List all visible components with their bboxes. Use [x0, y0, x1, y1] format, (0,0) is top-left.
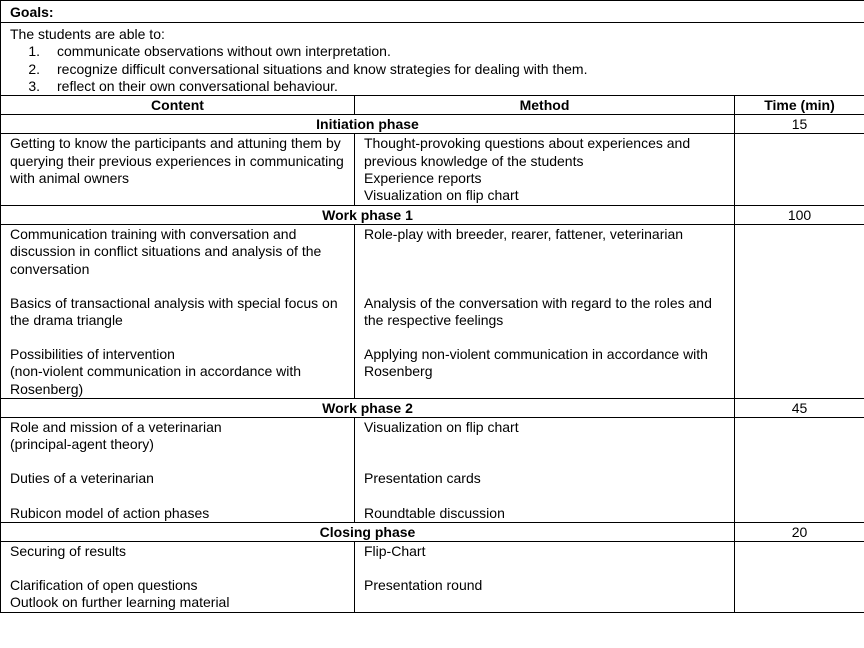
method-header: Method — [355, 96, 735, 115]
goals-body-row — [1, 23, 864, 96]
content-cell — [1, 542, 355, 613]
phase-name: Initiation phase — [1, 115, 735, 134]
goal-item — [10, 78, 855, 95]
method-text: Visualization on flip chart — [364, 187, 519, 204]
phase-name: Work phase 2 — [1, 398, 735, 417]
method-text: Roundtable discussion — [364, 504, 505, 521]
goals-list — [10, 43, 855, 95]
goal-number: 1. — [28, 43, 40, 60]
method-text: Thought-provoking questions about experiences and previous knowledge of the students — [364, 135, 691, 169]
phase-row — [1, 115, 864, 134]
method-text: Experience reports — [364, 169, 482, 186]
content-cell — [1, 418, 355, 523]
phase-detail-row — [1, 225, 864, 399]
method-text: Presentation round — [364, 577, 483, 594]
content-header: Content — [1, 96, 355, 115]
method-cell — [355, 225, 735, 399]
phase-time: 15 — [735, 115, 864, 134]
phase-row — [1, 522, 864, 541]
phase-name: Closing phase — [1, 522, 735, 541]
method-cell — [355, 418, 735, 523]
content-cell — [1, 134, 355, 206]
time-cell — [735, 225, 864, 399]
method-text: Analysis of the conversation with regard to the roles and the respective feelings — [364, 294, 712, 329]
content-text: Clarification of open questions — [10, 577, 198, 594]
header-row — [1, 96, 864, 115]
content-text: Outlook on further learning material — [10, 594, 230, 611]
goal-text: communicate observations without own interpretation. — [57, 43, 391, 60]
phase-time: 45 — [735, 398, 864, 417]
phase-row — [1, 206, 864, 225]
method-cell — [355, 134, 735, 206]
goals-body — [1, 23, 864, 96]
goals-title-row — [1, 1, 864, 23]
goals-title: Goals: — [1, 1, 864, 23]
content-text: Rubicon model of action phases — [10, 504, 210, 521]
content-text: Role and mission of a veterinarian — [10, 419, 222, 436]
phase-row — [1, 398, 864, 417]
method-text: Role-play with breeder, rearer, fattener, veterinarian — [364, 226, 684, 243]
content-text: Getting to know the participants and attuning them by querying their previous experiences in communicating with animal owners — [10, 135, 344, 186]
phase-time: 20 — [735, 522, 864, 541]
phase-time: 100 — [735, 206, 864, 225]
phase-detail-row — [1, 418, 864, 523]
content-text: Possibilities of intervention — [10, 346, 175, 363]
time-cell — [735, 542, 864, 613]
goal-text: reflect on their own conversational behaviour. — [57, 77, 338, 94]
content-text: Basics of transactional analysis with special focus on the drama triangle — [10, 294, 338, 329]
content-text: (principal-agent theory) — [10, 436, 154, 453]
goal-text: recognize difficult conversational situations and know strategies for dealing with them. — [57, 60, 588, 77]
content-text: (non-violent communication in accordance with Rosenberg) — [10, 363, 302, 397]
method-text: Presentation cards — [364, 470, 481, 487]
phase-detail-row — [1, 134, 864, 206]
content-cell — [1, 225, 355, 399]
method-text: Applying non-violent communication in accordance with Rosenberg — [364, 346, 708, 380]
method-text: Flip-Chart — [364, 543, 426, 560]
content-text: Communication training with conversation and discussion in conflict situations and analysis of the conversation — [10, 226, 322, 277]
goal-item — [10, 43, 855, 60]
method-cell — [355, 542, 735, 613]
phase-name: Work phase 1 — [1, 206, 735, 225]
content-text: Duties of a veterinarian — [10, 470, 154, 487]
time-header: Time (min) — [735, 96, 864, 115]
goals-intro: The students are able to: — [10, 26, 165, 43]
phase-detail-row — [1, 542, 864, 613]
time-cell — [735, 418, 864, 523]
goal-item — [10, 61, 855, 78]
method-text: Visualization on flip chart — [364, 419, 519, 436]
goal-number: 3. — [28, 77, 40, 94]
content-text: Securing of results — [10, 543, 126, 560]
goal-number: 2. — [28, 60, 40, 77]
time-cell — [735, 134, 864, 206]
